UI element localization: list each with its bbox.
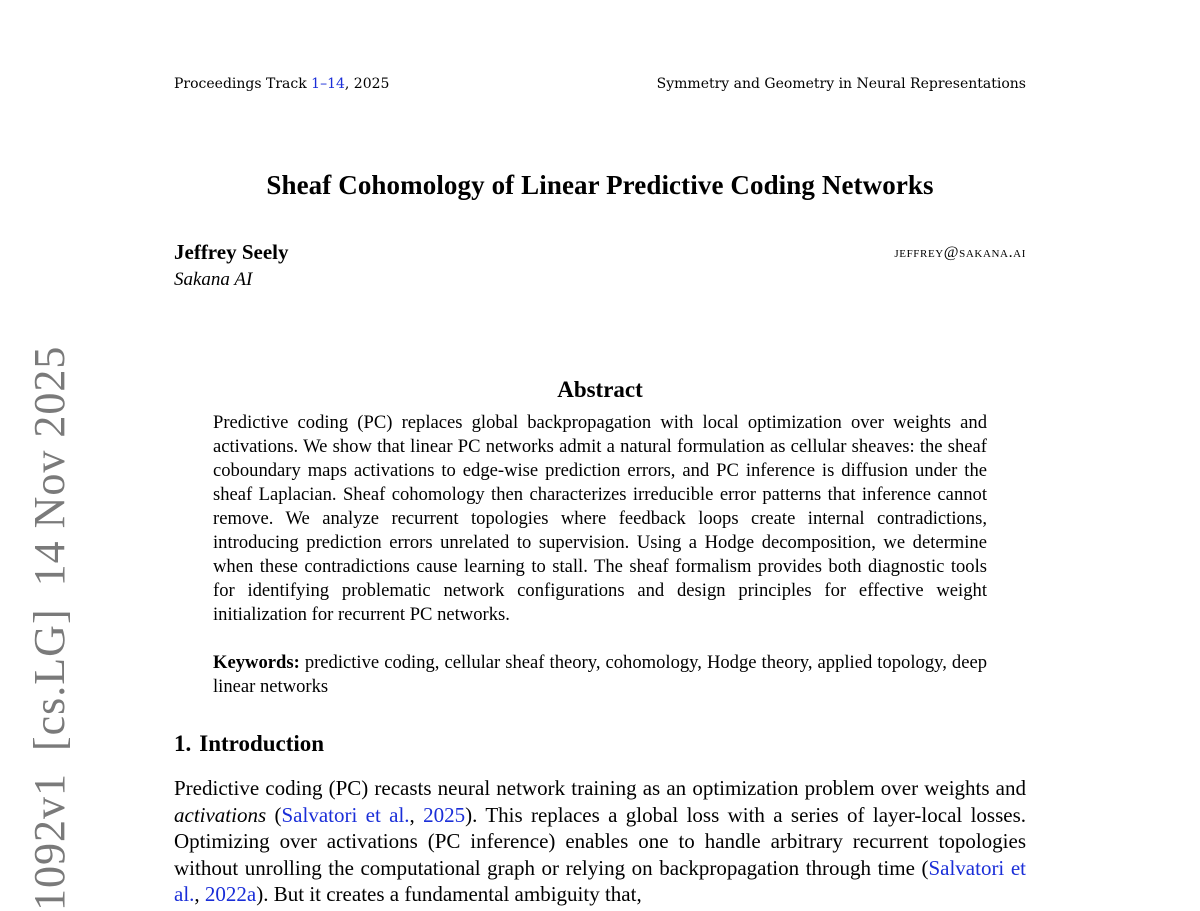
page-range-link[interactable]: 1–14 (311, 76, 345, 92)
intro-text-2: ( (266, 802, 282, 827)
running-header-prefix: Proceedings Track (174, 76, 312, 92)
citation-separator: , (194, 882, 205, 906)
keywords (213, 651, 987, 699)
author-affiliation: Sakana AI (174, 269, 253, 290)
intro-text-4: ). But it creates a fundamental ambiguity that, (256, 882, 642, 906)
citation-salvatori-2022a-author[interactable]: Salvatori et al. (174, 855, 1026, 906)
running-header-left (174, 76, 389, 92)
author-name: Jeffrey Seely (174, 240, 289, 264)
intro-text-3: ). This replaces a global loss with a series of layer-local losses. Optimizing over activations (PC inference) enables one to handle arbitrary recurrent topologies without unrolling the computational graph or relying on backpropagation through time ( (174, 802, 1026, 880)
abstract-heading: Abstract (557, 377, 643, 402)
running-header-year: , 2025 (344, 76, 390, 92)
keywords-list: predictive coding, cellular sheaf theory, cohomology, Hodge theory, applied topology, deep linear networks (213, 652, 987, 697)
citation-separator: , (409, 802, 424, 827)
abstract-text: Predictive coding (PC) replaces global backpropagation with local optimization over weights and activations. We show that linear PC networks admit a natural formulation as cellular sheaves: the sheaf coboundary maps activations to edge-wise prediction errors, and PC inference is diffusion under the sheaf Laplacian. Sheaf cohomology then characterizes irreducible error patterns that inference cannot remove. We analyze recurrent topologies where feedback loops create internal contradictions, introducing prediction errors unrelated to supervision. Using a Hodge decomposition, we determine when these contradictions cause learning to stall. The sheaf formalism provides both diagnostic tools for identifying problematic network configurations and design principles for effective weight initialization for recurrent PC networks. (213, 412, 987, 625)
arxiv-sidebar-stamp (24, 324, 75, 911)
section-title: Introduction (199, 731, 325, 756)
intro-paragraph (174, 775, 1026, 908)
arxiv-id: 1092v1 (25, 773, 74, 911)
citation-salvatori-2022a-year[interactable]: 2022a (204, 882, 257, 906)
author-email: jeffrey@sakana.ai (894, 244, 1026, 261)
citation-salvatori-2025-year[interactable]: 2025 (423, 802, 466, 827)
citation-salvatori-2025-author[interactable]: Salvatori et al. (281, 802, 410, 827)
arxiv-category: [cs.LG] (25, 608, 74, 751)
keywords-label: Keywords: (213, 652, 300, 673)
running-header-right: Symmetry and Geometry in Neural Representations (656, 76, 1026, 92)
section-heading-introduction (174, 731, 324, 757)
intro-text-1: Predictive coding (PC) recasts neural network training as an optimization problem over weights and (174, 776, 1026, 800)
intro-text-activations: activations (174, 802, 267, 827)
section-number: 1. (174, 731, 192, 756)
paper-title: Sheaf Cohomology of Linear Predictive Coding Networks (266, 170, 934, 200)
arxiv-date: 14 Nov 2025 (25, 345, 74, 587)
